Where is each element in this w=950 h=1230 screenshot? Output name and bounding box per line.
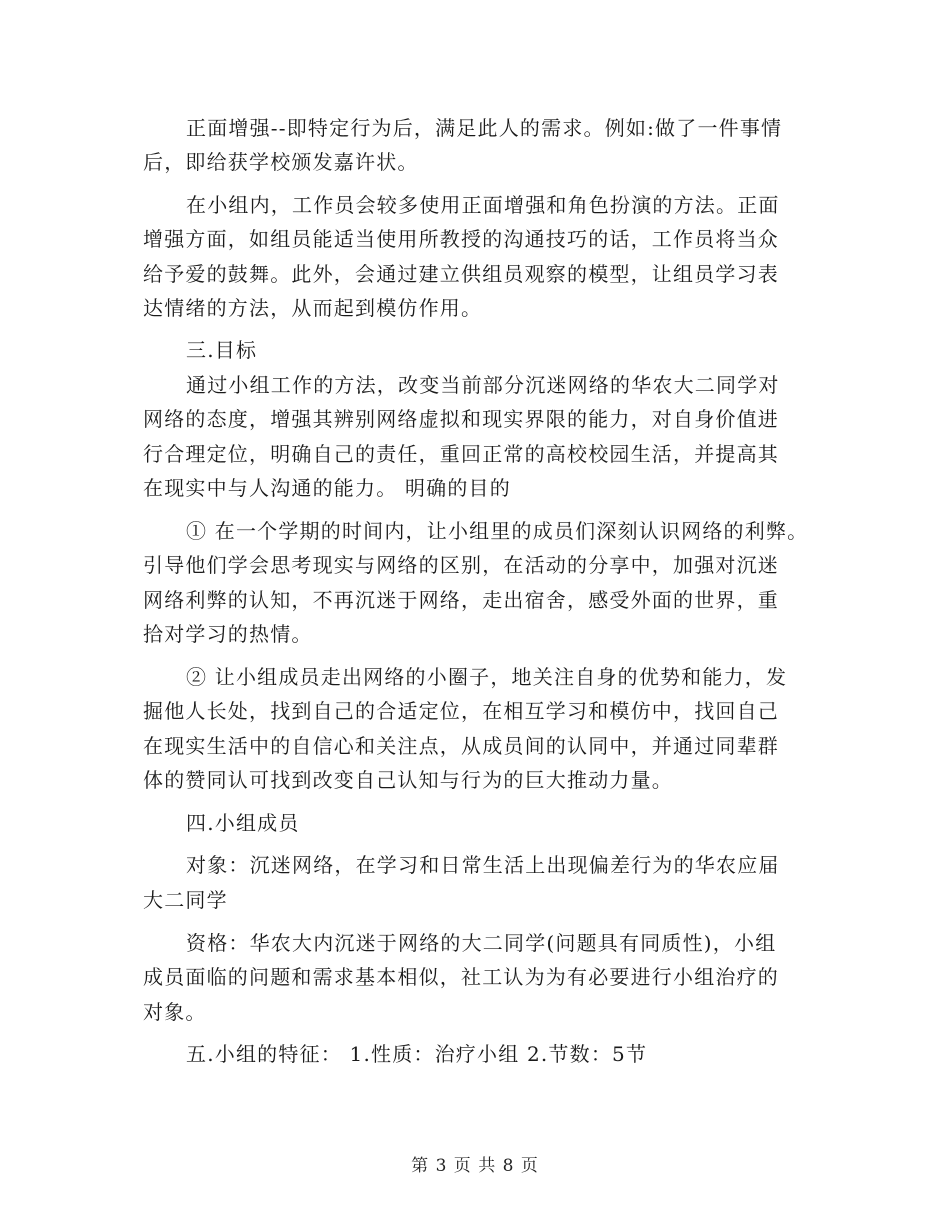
paragraph-line: 在小组内，工作员会较多使用正面增强和角色扮演的方法。正面 [186, 193, 780, 217]
paragraph-line: 对象。 [143, 1000, 207, 1024]
paragraph-line: 后，即给获学校颁发嘉许状。 [143, 150, 419, 174]
paragraph-line: 掘他人长处，找到自己的合适定位，在相互学习和模仿中，找回自己 [143, 699, 779, 723]
paragraph-line: 网络的态度，增强其辨别网络虚拟和现实界限的能力，对自身价值进 [143, 407, 779, 431]
paragraph-line: 网络利弊的认知，不再沉迷于网络，走出宿舍，感受外面的世界，重 [143, 588, 779, 612]
paragraph-line: 引导他们学会思考现实与网络的区别，在活动的分享中，加强对沉迷 [143, 553, 779, 577]
paragraph-line: 体的赞同认可找到改变自己认知与行为的巨大推动力量。 [143, 768, 673, 792]
paragraph-line: 通过小组工作的方法，改变当前部分沉迷网络的华农大二同学对 [186, 373, 780, 397]
section-heading: 五.小组的特征： 1.性质：治疗小组 2.节数：5节 [186, 1042, 648, 1066]
paragraph-line: 达情绪的方法，从而起到模仿作用。 [143, 296, 483, 320]
page-number-footer: 第 3 页 共 8 页 [411, 1156, 539, 1176]
paragraph-line: 大二同学 [143, 888, 228, 912]
paragraph-line: 拾对学习的热情。 [143, 622, 313, 646]
paragraph-line: 在现实生活中的自信心和关注点，从成员间的认同中，并通过同辈群 [143, 734, 779, 758]
paragraph-line: 在现实中与人沟通的能力。 明确的目的 [143, 476, 511, 500]
paragraph-line: 增强方面，如组员能适当使用所教授的沟通技巧的话，工作员将当众 [143, 227, 779, 251]
paragraph-line: 正面增强--即特定行为后，满足此人的需求。例如:做了一件事情 [186, 116, 783, 140]
paragraph-line: 给予爱的鼓舞。此外，会通过建立供组员观察的模型，让组员学习表 [143, 262, 779, 286]
paragraph-line: 成员面临的问题和需求基本相似，社工认为为有必要进行小组治疗的 [143, 965, 779, 989]
section-heading: 三.目标 [186, 338, 258, 362]
section-heading: 四.小组成员 [186, 811, 300, 835]
paragraph-line: 行合理定位，明确自己的责任，重回正常的高校校园生活，并提高其 [143, 442, 779, 466]
paragraph-line: 对象：沉迷网络，在学习和日常生活上出现偏差行为的华农应届 [186, 853, 780, 877]
paragraph-line: 资格：华农大内沉迷于网络的大二同学(问题具有同质性)，小组 [186, 931, 777, 955]
paragraph-line: ① 在一个学期的时间内，让小组里的成员们深刻认识网络的利弊。 [186, 519, 809, 543]
paragraph-line: ② 让小组成员走出网络的小圈子，地关注自身的优势和能力，发 [186, 665, 788, 689]
